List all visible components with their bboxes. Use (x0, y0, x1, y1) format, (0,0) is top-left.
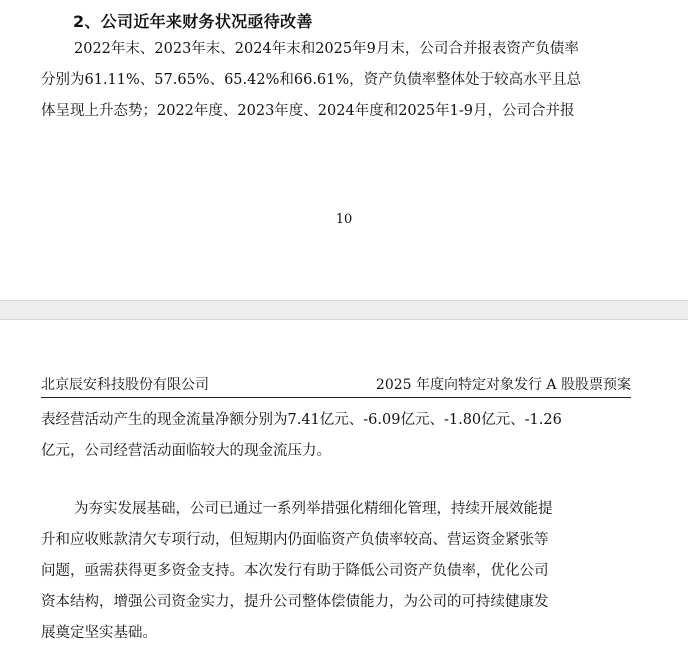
text-line: 展奠定坚实基础。 (41, 625, 157, 641)
text-line: 资本结构，增强公司资金实力，提升公司整体偿债能力，为公司的可持续健康发 (41, 594, 549, 610)
paragraph-debt-ratio (41, 34, 621, 127)
text-line: 体呈现上升态势；2022年度、2023年度、2024年度和2025年1-9月，公司合并报 (41, 103, 575, 119)
text-line: 2022年末、2023年末、2024年末和2025年9月末，公司合并报表资产负债率 (74, 41, 579, 57)
text-line: 亿元，公司经营活动面临较大的现金流压力。 (41, 443, 331, 459)
text-line: 分别为61.11%、57.65%、65.42%和66.61%，资产负债率整体处于较高水平且总 (41, 72, 582, 88)
document-page-upper[interactable] (0, 0, 688, 300)
paragraph-cash-flow (41, 405, 621, 467)
text-line: 升和应收账款清欠专项行动，但短期内仍面临资产负债率较高、营运资金紧张等 (41, 532, 549, 548)
page-number: 10 (335, 212, 353, 227)
text-line: 表经营活动产生的现金流量净额分别为7.41亿元、-6.09亿元、-1.80亿元、-1.26 (41, 412, 562, 428)
header-document-title: 2025 年度向特定对象发行 A 股股票预案 (375, 377, 631, 393)
running-header (41, 374, 631, 398)
document-page-lower[interactable] (0, 320, 688, 670)
text-line: 为夯实发展基础，公司已通过一系列举措强化精细化管理，持续开展效能提 (74, 501, 553, 517)
paragraph-development-basis (41, 494, 621, 649)
page-separator (0, 300, 688, 320)
text-line: 问题，亟需获得更多资金支持。本次发行有助于降低公司资产负债率，优化公司 (41, 563, 549, 579)
header-company-name: 北京辰安科技股份有限公司 (41, 377, 209, 393)
section-heading: 2、公司近年来财务状况亟待改善 (73, 12, 313, 31)
